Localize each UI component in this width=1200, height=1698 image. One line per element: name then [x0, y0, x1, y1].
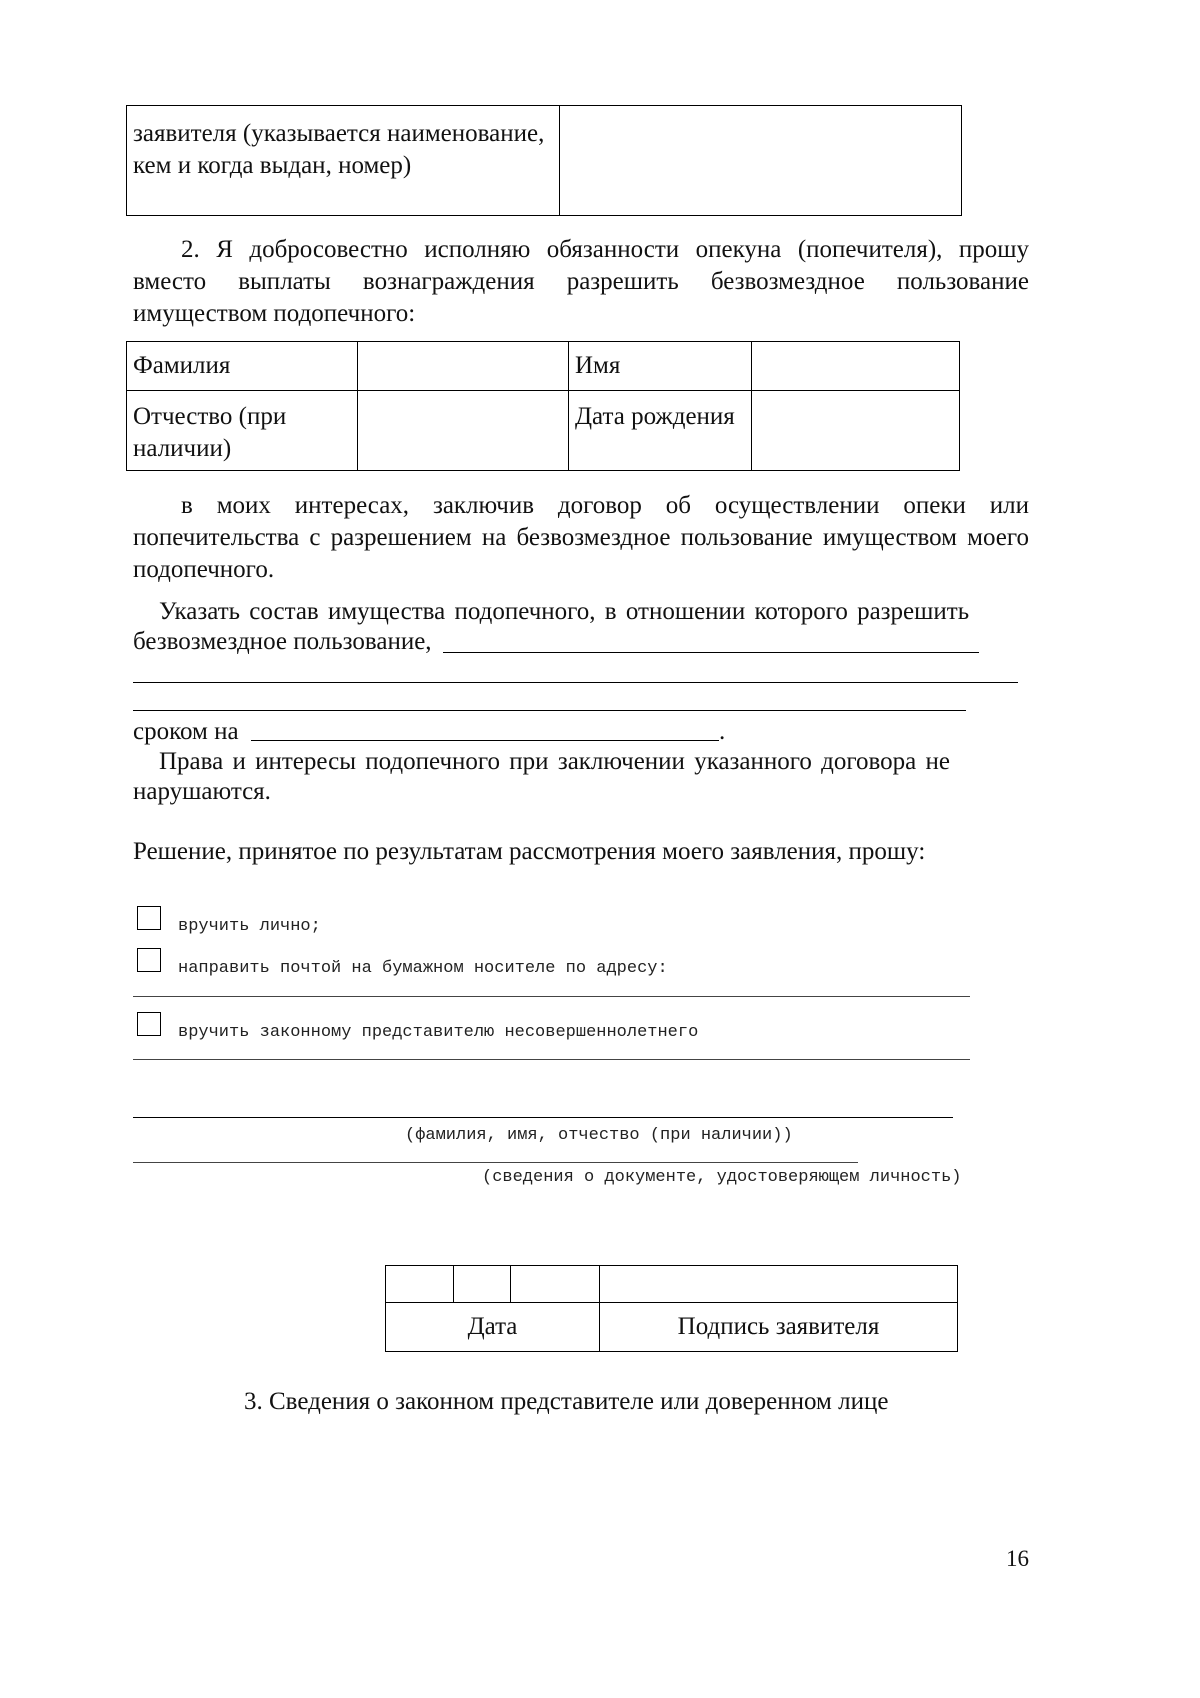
representative-blank[interactable] — [133, 1059, 970, 1060]
checkbox-by-mail[interactable] — [137, 948, 161, 972]
property-line-1: Указать состав имущества подопечного, в отношении которого разрешить — [159, 598, 970, 625]
birthdate-label: Дата рождения — [569, 391, 752, 471]
date-label: Дата — [386, 1303, 600, 1352]
fio-blank[interactable] — [133, 1117, 953, 1118]
fio-caption: (фамилия, имя, отчество (при наличии)) — [405, 1126, 793, 1145]
name-label: Имя — [569, 342, 752, 391]
section2-paragraph — [133, 234, 1029, 330]
patronymic-value[interactable] — [358, 391, 569, 471]
option-representative: вручить законному представителю несовершеннолетнего — [178, 1023, 699, 1042]
signature-label: Подпись заявителя — [600, 1303, 958, 1352]
property-blank-2[interactable] — [133, 682, 1018, 683]
decision-text: Решение, принятое по результатам рассмотрения моего заявления, прошу: — [133, 838, 926, 865]
date-day-cell[interactable] — [386, 1266, 454, 1303]
date-month-cell[interactable] — [454, 1266, 511, 1303]
rights-line-1: Права и интересы подопечного при заключении указанного договора не — [159, 748, 950, 775]
applicant-document-value[interactable] — [560, 106, 962, 216]
ward-info-table — [126, 341, 960, 471]
option-personally: вручить лично; — [178, 917, 321, 936]
name-value[interactable] — [752, 342, 960, 391]
signature-cell[interactable] — [600, 1266, 958, 1303]
term-end: . — [719, 718, 726, 745]
checkbox-personally[interactable] — [137, 906, 161, 930]
date-year-cell[interactable] — [511, 1266, 600, 1303]
property-line-2: безвозмездное пользование, — [133, 628, 432, 655]
applicant-document-table — [126, 105, 962, 216]
signature-table — [385, 1265, 958, 1352]
term-blank[interactable] — [251, 740, 719, 741]
surname-value[interactable] — [358, 342, 569, 391]
property-blank-3[interactable] — [133, 710, 966, 711]
address-blank[interactable] — [133, 996, 970, 997]
interests-text: в моих интересах, заключив договор об осуществлении опеки или попечительства с разрешением на безвозмездное пользование имуществом моего подопечного. — [133, 492, 1029, 583]
patronymic-label: Отчество (при наличии) — [127, 391, 358, 471]
surname-label: Фамилия — [127, 342, 358, 391]
birthdate-value[interactable] — [752, 391, 960, 471]
option-by-mail: направить почтой на бумажном носителе по адресу: — [178, 959, 668, 978]
id-doc-blank[interactable] — [133, 1162, 858, 1163]
rights-line-2: нарушаются. — [133, 778, 271, 805]
property-blank-1[interactable] — [443, 652, 979, 653]
section3-heading: 3. Сведения о законном представителе или доверенном лице — [244, 1388, 889, 1415]
page-number: 16 — [1006, 1546, 1029, 1571]
term-label: сроком на — [133, 718, 239, 745]
id-doc-caption: (сведения о документе, удостоверяющем личность) — [482, 1168, 962, 1187]
section2-text: 2. Я добросовестно исполняю обязанности опекуна (попечителя), прошу вместо выплаты вознаграждения разрешить безвозмездное пользование имуществом подопечного: — [133, 236, 1029, 327]
applicant-document-label: заявителя (указывается наименование, кем и когда выдан, номер) — [127, 106, 560, 216]
checkbox-representative[interactable] — [137, 1012, 161, 1036]
interests-paragraph — [133, 490, 1029, 586]
